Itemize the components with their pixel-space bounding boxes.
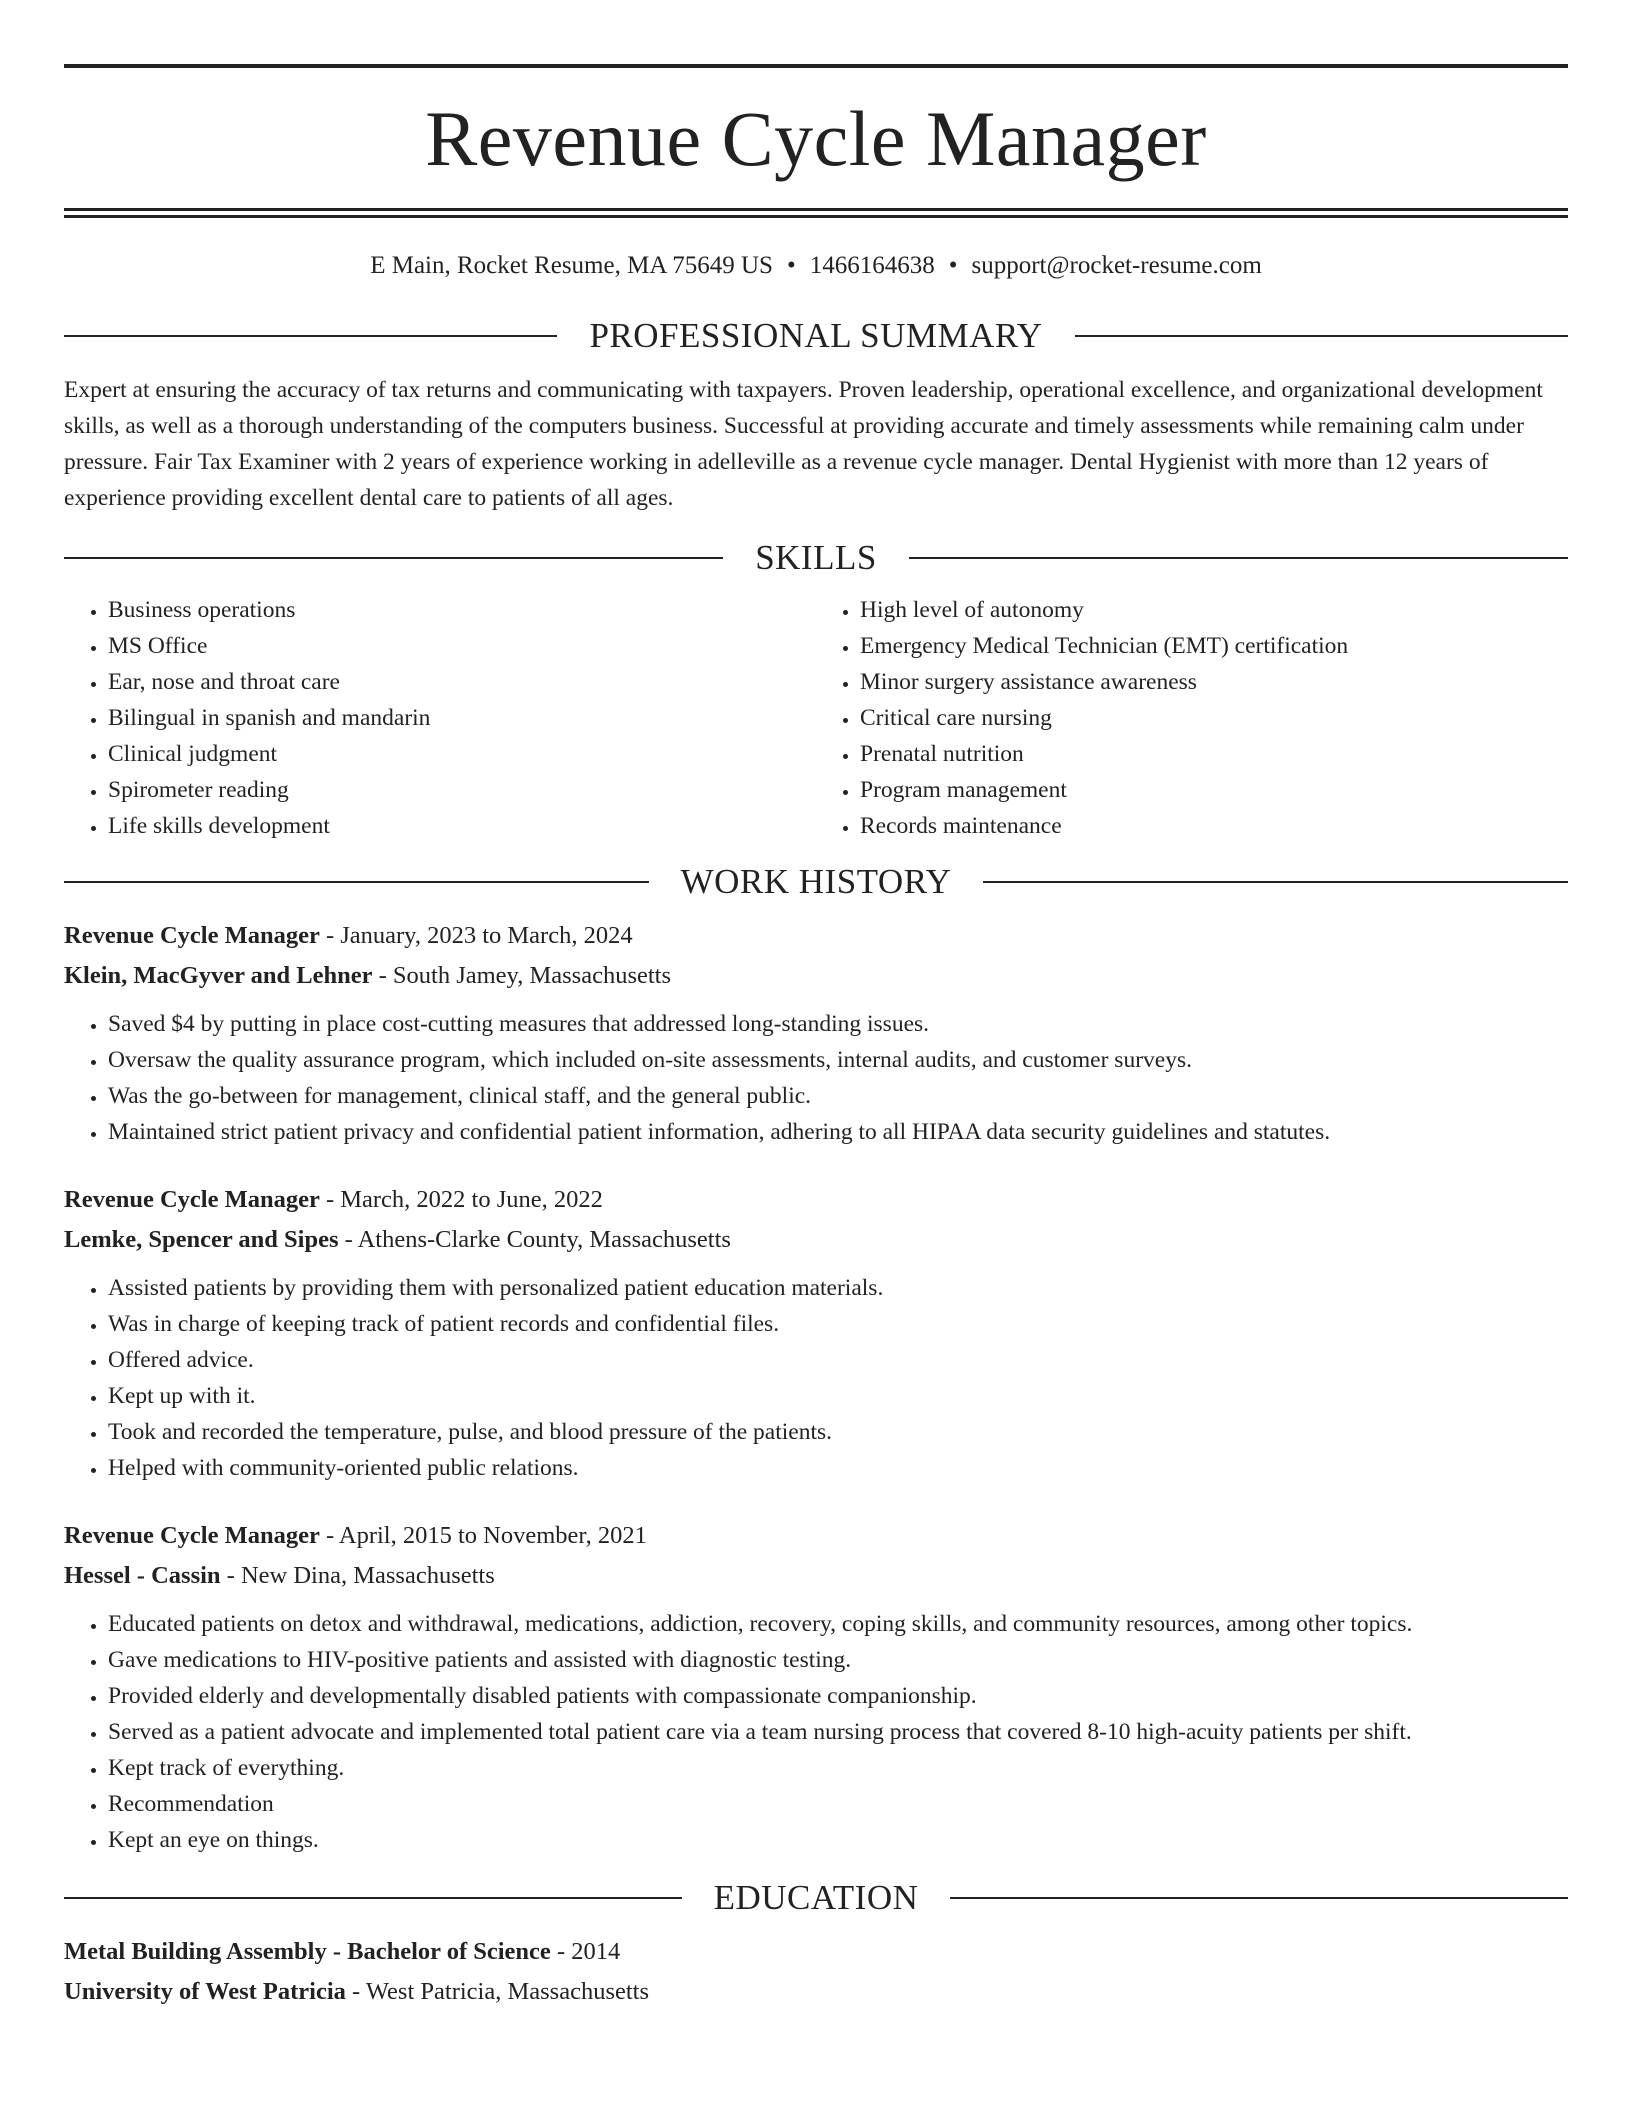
contact-email: support@rocket-resume.com bbox=[971, 252, 1262, 279]
job-bullet: • Assisted patients by providing them with personalized patient education materials. bbox=[108, 1270, 1568, 1306]
education-school-line bbox=[64, 1972, 1568, 2012]
heading-rule bbox=[64, 1897, 682, 1899]
education-degree-line bbox=[64, 1932, 1568, 1972]
job-bullet: • Kept up with it. bbox=[108, 1378, 1568, 1414]
heading-rule bbox=[64, 557, 723, 559]
job-bullet: • Kept track of everything. bbox=[108, 1750, 1568, 1786]
skill-item: • Prenatal nutrition bbox=[860, 736, 1568, 772]
job-company: Hessel - Cassin bbox=[64, 1562, 221, 1589]
resume-name: Revenue Cycle Manager bbox=[425, 95, 1207, 182]
job-bullet: • Saved $4 by putting in place cost-cutting measures that addressed long-standing issues. bbox=[108, 1006, 1568, 1042]
skill-item: • Life skills development bbox=[108, 808, 816, 844]
contact-separator: • bbox=[948, 252, 958, 279]
job-bullet: • Educated patients on detox and withdrawal, medications, addiction, recovery, coping skills, and community resources, among other topics. bbox=[108, 1606, 1568, 1642]
job-location: - South Jamey, Massachusetts bbox=[372, 962, 671, 989]
job-bullets bbox=[64, 1006, 1568, 1150]
job-bullet: • Provided elderly and developmentally disabled patients with compassionate companionship. bbox=[108, 1678, 1568, 1714]
heading-rule bbox=[983, 881, 1568, 883]
job-title-line bbox=[64, 1516, 1568, 1556]
skill-item: • Bilingual in spanish and mandarin bbox=[108, 700, 816, 736]
education-school: University of West Patricia bbox=[64, 1978, 346, 2005]
job-role: Revenue Cycle Manager bbox=[64, 1186, 320, 1213]
job-bullet: • Took and recorded the temperature, pulse, and blood pressure of the patients. bbox=[108, 1414, 1568, 1450]
top-rule bbox=[64, 64, 1568, 68]
job-company-line bbox=[64, 956, 1568, 996]
heading-rule bbox=[64, 335, 557, 337]
resume-page bbox=[64, 64, 1568, 2012]
job-bullet: • Was the go-between for management, clinical staff, and the general public. bbox=[108, 1078, 1568, 1114]
education-year: - 2014 bbox=[550, 1938, 621, 1965]
skill-item: • Ear, nose and throat care bbox=[108, 664, 816, 700]
education-section-heading bbox=[64, 1878, 1568, 1918]
job-company: Lemke, Spencer and Sipes bbox=[64, 1226, 339, 1253]
skills-section-heading bbox=[64, 538, 1568, 578]
contact-address: E Main, Rocket Resume, MA 75649 US bbox=[370, 252, 773, 279]
job-entry bbox=[64, 1516, 1568, 1858]
work-title: WORK HISTORY bbox=[680, 862, 952, 901]
skill-item: • Program management bbox=[860, 772, 1568, 808]
job-bullet: • Recommendation bbox=[108, 1786, 1568, 1822]
skill-item: • Records maintenance bbox=[860, 808, 1568, 844]
job-company: Klein, MacGyver and Lehner bbox=[64, 962, 373, 989]
job-company-line bbox=[64, 1220, 1568, 1260]
heading-rule bbox=[1075, 335, 1568, 337]
job-bullet: • Served as a patient advocate and implemented total patient care via a team nursing process that covered 8-10 high-acuity patients per shift. bbox=[108, 1714, 1568, 1750]
job-dates: - April, 2015 to November, 2021 bbox=[319, 1522, 647, 1549]
job-entry bbox=[64, 1180, 1568, 1486]
contact-separator: • bbox=[786, 252, 796, 279]
job-bullet: • Maintained strict patient privacy and confidential patient information, adhering to all HIPAA data security guidelines and statutes. bbox=[108, 1114, 1568, 1150]
summary-section-heading bbox=[64, 316, 1568, 356]
skill-item: • Emergency Medical Technician (EMT) certification bbox=[860, 628, 1568, 664]
job-title-line bbox=[64, 916, 1568, 956]
skills-title: SKILLS bbox=[755, 538, 877, 577]
name-double-rule bbox=[64, 208, 1568, 218]
skill-item: • Spirometer reading bbox=[108, 772, 816, 808]
job-bullet: • Kept an eye on things. bbox=[108, 1822, 1568, 1858]
skill-item: • Critical care nursing bbox=[860, 700, 1568, 736]
job-dates: - March, 2022 to June, 2022 bbox=[319, 1186, 603, 1213]
skills-list-right bbox=[816, 592, 1568, 844]
skill-item: • Minor surgery assistance awareness bbox=[860, 664, 1568, 700]
job-role: Revenue Cycle Manager bbox=[64, 922, 320, 949]
summary-text: Expert at ensuring the accuracy of tax returns and communicating with taxpayers. Proven leadership, operational excellence, and organizational development skills, as well as a thorough understanding of the computers business. Successful at providing accurate and timely assessments while remaining calm under pressure. Fair Tax Examiner with 2 years of experience working in adelleville as a revenue cycle manager. Dental Hygienist with more than 12 years of experience providing excellent dental care to patients of all ages. bbox=[64, 377, 1543, 511]
skill-item: • High level of autonomy bbox=[860, 592, 1568, 628]
contact-line bbox=[64, 252, 1568, 280]
summary-title: PROFESSIONAL SUMMARY bbox=[589, 316, 1043, 355]
job-bullet: • Helped with community-oriented public relations. bbox=[108, 1450, 1568, 1486]
skills-list-left bbox=[64, 592, 816, 844]
job-company-line bbox=[64, 1556, 1568, 1596]
heading-rule bbox=[64, 881, 649, 883]
job-dates: - January, 2023 to March, 2024 bbox=[319, 922, 633, 949]
skills-columns bbox=[64, 592, 1568, 844]
contact-phone: 1466164638 bbox=[809, 252, 935, 279]
job-bullet: • Gave medications to HIV-positive patients and assisted with diagnostic testing. bbox=[108, 1642, 1568, 1678]
job-location: - New Dina, Massachusetts bbox=[220, 1562, 495, 1589]
job-bullets bbox=[64, 1606, 1568, 1858]
heading-rule bbox=[950, 1897, 1568, 1899]
job-bullets bbox=[64, 1270, 1568, 1486]
job-bullet: • Oversaw the quality assurance program, which included on-site assessments, internal audits, and customer surveys. bbox=[108, 1042, 1568, 1078]
job-bullet: • Offered advice. bbox=[108, 1342, 1568, 1378]
job-bullet: • Was in charge of keeping track of patient records and confidential files. bbox=[108, 1306, 1568, 1342]
skill-item: • Business operations bbox=[108, 592, 816, 628]
education-title: EDUCATION bbox=[713, 1878, 919, 1917]
job-role: Revenue Cycle Manager bbox=[64, 1522, 320, 1549]
work-section-heading bbox=[64, 862, 1568, 902]
education-entry bbox=[64, 1932, 1568, 2012]
job-title-line bbox=[64, 1180, 1568, 1220]
heading-rule bbox=[909, 557, 1568, 559]
job-entry bbox=[64, 916, 1568, 1150]
skill-item: • Clinical judgment bbox=[108, 736, 816, 772]
job-location: - Athens-Clarke County, Massachusetts bbox=[338, 1226, 731, 1253]
education-location: - West Patricia, Massachusetts bbox=[345, 1978, 650, 2005]
skill-item: • MS Office bbox=[108, 628, 816, 664]
education-degree: Metal Building Assembly - Bachelor of Science bbox=[64, 1938, 551, 1965]
